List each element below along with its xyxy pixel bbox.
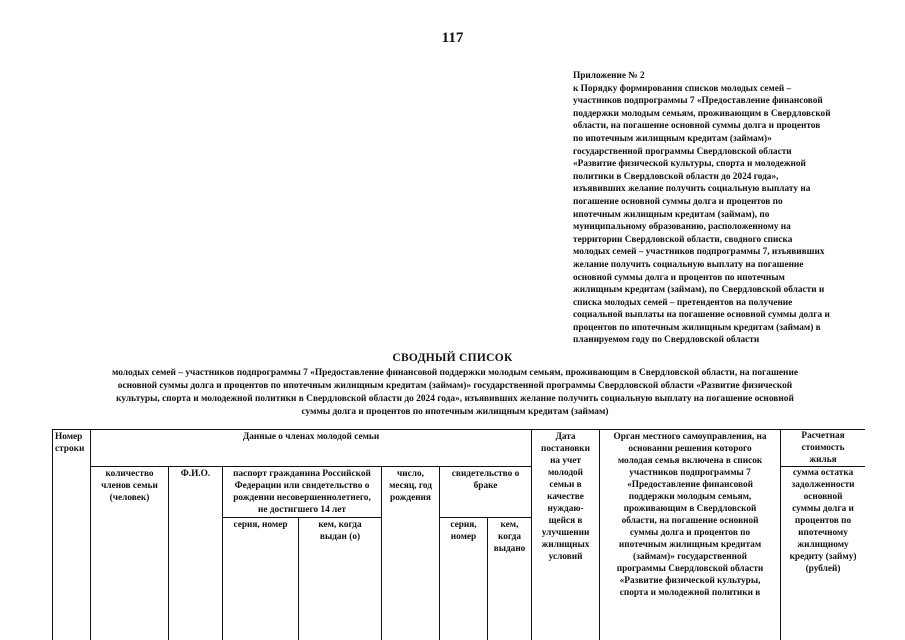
appendix-line: государственной программы Свердловской области — [573, 146, 792, 157]
appendix-line: списка молодых семей – претендентов на получение — [573, 297, 793, 308]
list-subtitle-line: культуры, спорта и молодежной политики в Свердловской области до 2024 года», изъявивших желание получить социальную выплату на погашение основной — [116, 394, 794, 404]
appendix-line: политики в Свердловской области до 2024 года», — [573, 171, 779, 182]
marriage-cert-header: свидетельство о браке — [440, 467, 532, 518]
birth-date-header: число, месяц, год рождения — [382, 467, 440, 640]
appendix-line: Приложение № 2 — [573, 71, 645, 81]
appendix-line: к Порядку формирования списков молодых семей – — [573, 83, 792, 94]
family-data-header: Данные о членах молодой семьи — [91, 430, 532, 467]
appendix-line: социальной выплаты на погашение основной суммы долга и — [573, 310, 830, 321]
list-subtitle — [40, 367, 870, 419]
appendix-line: молодых семей – участников подпрограммы 7, изъявивших — [573, 247, 825, 258]
appendix-line: ипотечным жилищным кредитам (займам), по — [573, 209, 770, 220]
families-table — [52, 429, 865, 640]
appendix-line: изъявивших желание получить социальную выплату на — [573, 184, 811, 195]
list-title: СВОДНЫЙ СПИСОК — [392, 352, 513, 364]
appendix-line: по ипотечным жилищным кредитам (займам)» — [573, 133, 772, 144]
registration-date-header: Дата постановки на учет молодой семьи в качестве нуждаю- щейся в улучшении жилищных условий — [532, 430, 600, 640]
appendix-line: основной суммы долга и процентов по ипотечным — [573, 272, 785, 283]
appendix-header — [573, 70, 863, 347]
housing-cost-header: Расчетная стоимость жилья — [781, 430, 865, 467]
appendix-line: территории Свердловской области, сводного списка — [573, 234, 793, 245]
list-subtitle-line: основной суммы долга и процентов по ипотечным жилищным кредитам (займам)» государственной программы Свердловской области «Развитие физической — [117, 381, 793, 391]
appendix-line: процентов по ипотечным жилищным кредитам (займам) в — [573, 322, 821, 333]
row-number-header: Номер строки — [53, 430, 91, 640]
appendix-line: желание получить социальную выплату на погашение — [573, 259, 804, 270]
passport-issued-header: кем, когда выдан (о) — [299, 518, 382, 640]
fio-header: Ф.И.О. — [169, 467, 223, 640]
list-subtitle-line: суммы долга и процентов по ипотечным жилищным кредитам (займам) — [301, 407, 609, 417]
appendix-line: участников подпрограммы 7 «Предоставление финансовой — [573, 96, 823, 107]
authority-header: Орган местного самоуправления, на основании решения которого молодая семья включена в список участников подпрограммы 7 «Предоставление финансовой поддержки молодым семьям, проживающим в Свердловской области, на погашение основной суммы долга и процентов по ипотечным жилищным кредитам (займам)» государственной программы Свердловской области «Развитие физической культуры, спорта и молодежной политики в — [600, 430, 781, 640]
debt-amount-header: сумма остатка задолженности основной суммы долга и процентов по ипотечному жилищному кредиту (займу) (рублей) — [781, 467, 865, 640]
marriage-issued-header: кем, когда выдано — [488, 518, 532, 640]
families-table-wrapper — [52, 429, 865, 640]
appendix-line: «Развитие физической культуры, спорта и молодежной — [573, 159, 806, 170]
appendix-line: области, на погашение основной суммы долга и процентов — [573, 121, 821, 132]
appendix-line: муниципальному образованию, расположенному на — [573, 222, 791, 233]
passport-header: паспорт гражданина Российской Федерации или свидетельство о рождении несовершеннолетнего, не достигшего 14 лет — [223, 467, 382, 518]
appendix-line: поддержки молодым семьям, проживающим в Свердловской — [573, 108, 831, 119]
member-count-header: количество членов семьи (человек) — [91, 467, 169, 640]
appendix-line: планируемом году по Свердловской области — [573, 335, 760, 346]
appendix-line: погашение основной суммы долга и процентов по — [573, 196, 783, 207]
marriage-series-header: серия, номер — [440, 518, 488, 640]
appendix-line: жилищным кредитам (займам), по Свердловской области и — [573, 285, 825, 296]
passport-series-header: серия, номер — [223, 518, 299, 640]
list-subtitle-line: молодых семей – участников подпрограммы 7 «Предоставление финансовой поддержки молодым семьям, проживающим в Свердловской области, на погашение — [111, 368, 799, 378]
page-number: 117 — [441, 30, 464, 46]
